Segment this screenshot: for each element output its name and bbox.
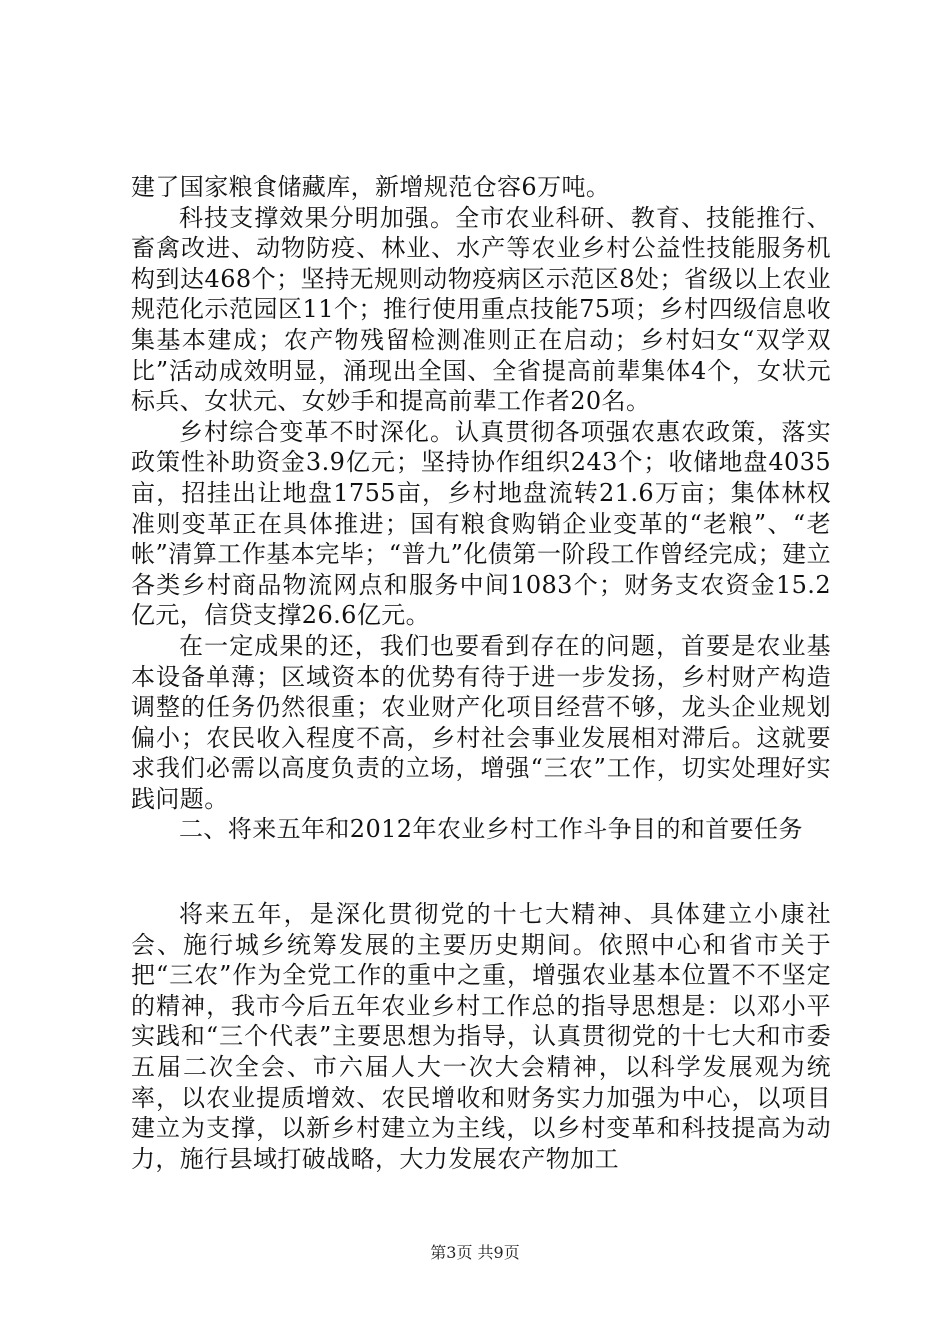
paragraph-5: 将来五年，是深化贯彻党的十七大精神、具体建立小康社会、施行城乡统筹发展的主要历史期间。依照中心和省市关于把“三农”作为全党工作的重中之重，增强农业基本位置不不坚定的精神，我市今后五年农业乡村工作总的指导思想是：以邓小平实践和“三个代表”主要思想为指导，认真贯彻党的十七大和市委五届二次全会、市六届人大一次大会精神，以科学发展观为统率，以农业提质增效、农民增收和财务实力加强为中心，以项目建立为支撑，以新乡村建立为主线，以乡村变革和科技提高为动力，施行县域打破战略，大力发展农产物加工 xyxy=(131,900,831,1173)
document-body xyxy=(131,172,831,1174)
paragraph-4: 在一定成果的还，我们也要看到存在的问题，首要是农业基本设备单薄；区域资本的优势有待于进一步发扬，乡村财产构造调整的任务仍然很重；农业财产化项目经营不够，龙头企业规划偏小；农民收入程度不高，乡村社会事业发展相对滞后。这就要求我们必需以高度负责的立场，增强“三农”工作，切实处理好实践问题。 xyxy=(131,631,831,813)
paragraph-3: 乡村综合变革不时深化。认真贯彻各项强农惠农政策，落实政策性补助资金3.9亿元；坚持协作组织243个；收储地盘4035亩，招挂出让地盘1755亩，乡村地盘流转21.6万亩；集体林权准则变革正在具体推进；国有粮食购销企业变革的“老粮”、“老帐”清算工作基本完毕；“普九”化债第一阶段工作曾经完成；建立各类乡村商品物流网点和服务中间1083个；财务支农资金15.2亿元，信贷支撑26.6亿元。 xyxy=(131,417,831,630)
blank-spacer xyxy=(131,845,831,899)
page-footer: 第3页 共9页 xyxy=(430,1243,520,1262)
section-heading: 二、将来五年和2012年农业乡村工作斗争目的和首要任务 xyxy=(179,815,803,844)
paragraph-2: 科技支撑效果分明加强。全市农业科研、教育、技能推行、畜禽改进、动物防疫、林业、水产等农业乡村公益性技能服务机构到达468个；坚持无规则动物疫病区示范区8处；省级以上农业规范化示范园区11个；推行使用重点技能75项；乡村四级信息收集基本建成；农产物残留检测准则正在启动；乡村妇女“双学双比”活动成效明显，涌现出全国、全省提高前辈集体4个，女状元标兵、女状元、女妙手和提高前辈工作者20名。 xyxy=(131,203,831,416)
paragraph-1: 建了国家粮食储藏库，新增规范仓容6万吨。 xyxy=(131,173,611,201)
